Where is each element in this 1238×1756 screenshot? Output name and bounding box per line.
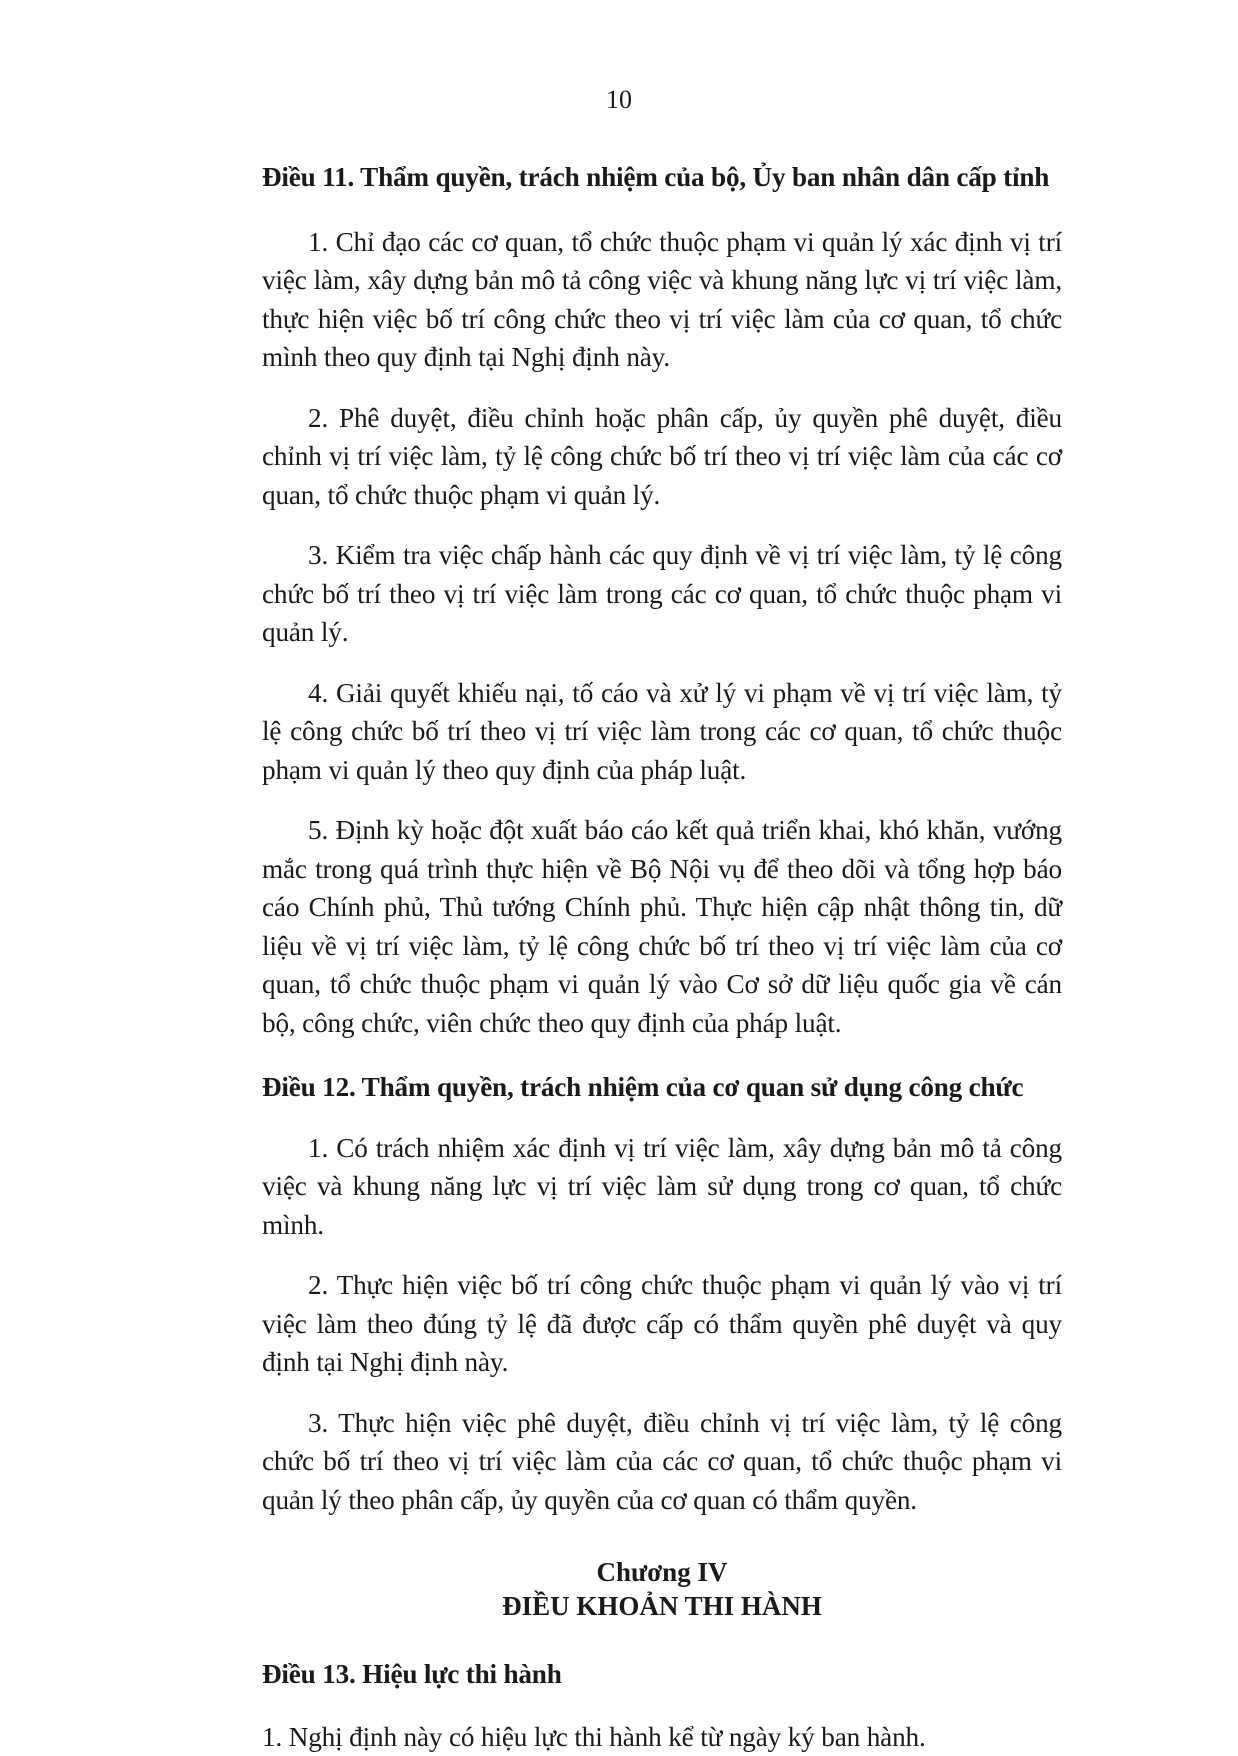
- chapter-title: ĐIỀU KHOẢN THI HÀNH: [262, 1589, 1062, 1623]
- article-paragraph: 1. Có trách nhiệm xác định vị trí việc làm, xây dựng bản mô tả công việc và khung năng lực vị trí việc làm sử dụng trong cơ quan, tổ chức mình.: [262, 1129, 1062, 1245]
- article-11: [262, 158, 1062, 1042]
- article-title: Điều 13. Hiệu lực thi hành: [262, 1655, 1062, 1694]
- article-paragraph: 5. Định kỳ hoặc đột xuất báo cáo kết quả triển khai, khó khăn, vướng mắc trong quá trình thực hiện về Bộ Nội vụ để theo dõi và tổng hợp báo cáo Chính phủ, Thủ tướng Chính phủ. Thực hiện cập nhật thông tin, dữ liệu về vị trí việc làm, tỷ lệ công chức bố trí theo vị trí việc làm của cơ quan, tổ chức thuộc phạm vi quản lý vào Cơ sở dữ liệu quốc gia về cán bộ, công chức, viên chức theo quy định của pháp luật.: [262, 811, 1062, 1042]
- article-paragraph: 2. Thực hiện việc bố trí công chức thuộc phạm vi quản lý vào vị trí việc làm theo đúng tỷ lệ đã được cấp có thẩm quyền phê duyệt và quy định tại Nghị định này.: [262, 1266, 1062, 1382]
- article-13: [262, 1655, 1062, 1756]
- article-paragraph: 1. Chỉ đạo các cơ quan, tổ chức thuộc phạm vi quản lý xác định vị trí việc làm, xây dựng bản mô tả công việc và khung năng lực vị trí việc làm, thực hiện việc bố trí công chức theo vị trí việc làm của cơ quan, tổ chức mình theo quy định tại Nghị định này.: [262, 223, 1062, 377]
- article-title: Điều 11. Thẩm quyền, trách nhiệm của bộ, Ủy ban nhân dân cấp tỉnh: [262, 158, 1062, 197]
- article-12: [262, 1068, 1062, 1519]
- document-body: [262, 158, 1062, 1756]
- article-paragraph: 1. Nghị định này có hiệu lực thi hành kể từ ngày ký ban hành.: [262, 1718, 1062, 1756]
- article-paragraph: 2. Phê duyệt, điều chỉnh hoặc phân cấp, ủy quyền phê duyệt, điều chỉnh vị trí việc làm, tỷ lệ công chức bố trí theo vị trí việc làm của các cơ quan, tổ chức thuộc phạm vi quản lý.: [262, 399, 1062, 515]
- article-paragraph: 3. Kiểm tra việc chấp hành các quy định về vị trí việc làm, tỷ lệ công chức bố trí theo vị trí việc làm trong các cơ quan, tổ chức thuộc phạm vi quản lý.: [262, 536, 1062, 652]
- page-number: 10: [0, 84, 1238, 116]
- article-paragraph: 3. Thực hiện việc phê duyệt, điều chỉnh vị trí việc làm, tỷ lệ công chức bố trí theo vị trí việc làm của các cơ quan, tổ chức thuộc phạm vi quản lý theo phân cấp, ủy quyền của cơ quan có thẩm quyền.: [262, 1404, 1062, 1520]
- chapter-heading: [262, 1555, 1062, 1623]
- article-title: Điều 12. Thẩm quyền, trách nhiệm của cơ quan sử dụng công chức: [262, 1068, 1062, 1107]
- chapter-number: Chương IV: [262, 1555, 1062, 1589]
- article-paragraph: 4. Giải quyết khiếu nại, tố cáo và xử lý vi phạm về vị trí việc làm, tỷ lệ công chức bố trí theo vị trí việc làm trong các cơ quan, tổ chức thuộc phạm vi quản lý theo quy định của pháp luật.: [262, 674, 1062, 790]
